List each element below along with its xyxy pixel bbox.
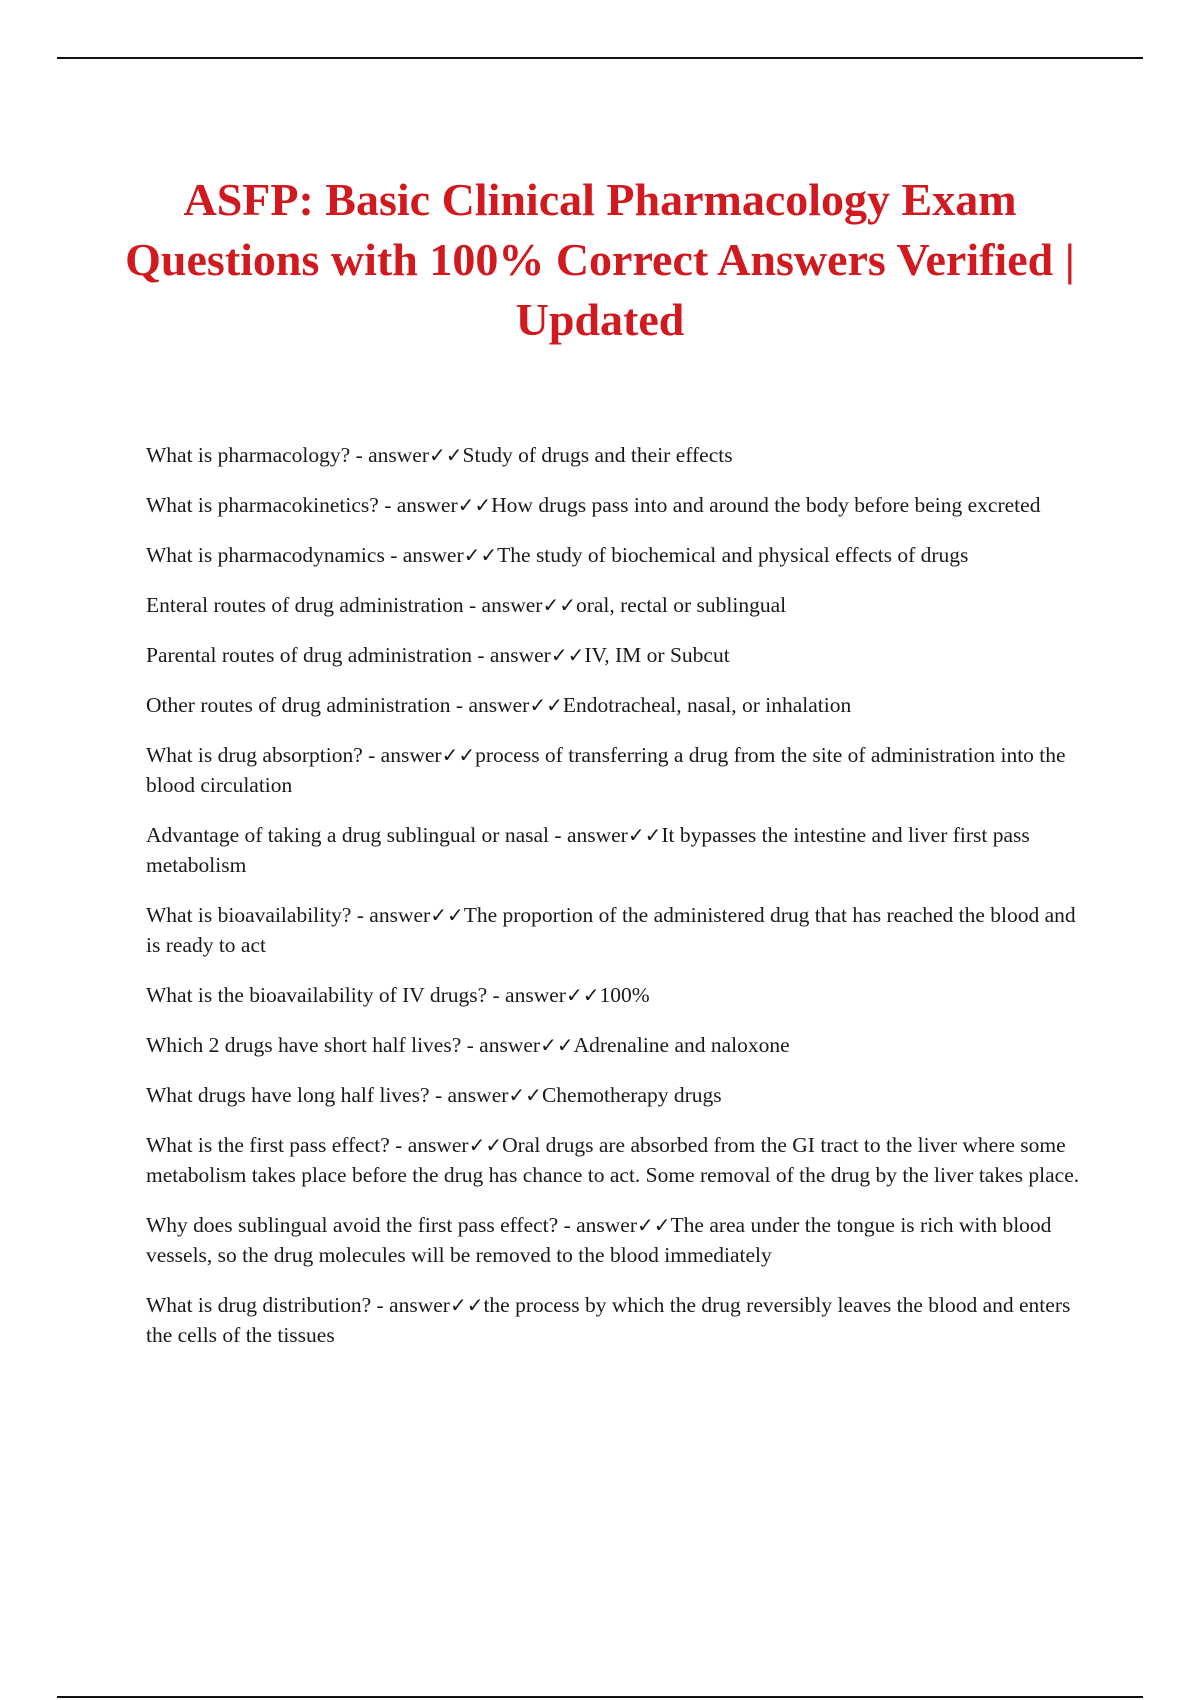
- answer: The proportion of the administered drug that has reached the blood and is ready to act: [146, 903, 1076, 957]
- qa-item: [146, 820, 1086, 880]
- qa-list: [146, 440, 1086, 1370]
- question: Enteral routes of drug administration: [146, 593, 464, 617]
- answer: Chemotherapy drugs: [541, 1083, 722, 1107]
- question: What is bioavailability?: [146, 903, 352, 927]
- qa-item: [146, 640, 1086, 670]
- qa-item: [146, 740, 1086, 800]
- double-check-icon: ✓✓: [542, 593, 576, 617]
- answer: Adrenaline and naloxone: [573, 1033, 790, 1057]
- qa-item: [146, 1080, 1086, 1110]
- answer: How drugs pass into and around the body before being excreted: [491, 493, 1041, 517]
- answer-separator: - answer: [487, 983, 566, 1007]
- double-check-icon: ✓✓: [627, 823, 662, 847]
- qa-item: [146, 980, 1086, 1010]
- answer-separator: - answer: [350, 443, 429, 467]
- answer: oral, rectal or sublingual: [575, 593, 787, 617]
- question: What drugs have long half lives?: [146, 1083, 430, 1107]
- answer: The area under the tongue is rich with blood vessels, so the drug molecules will be removed to the blood immediately: [146, 1213, 1052, 1267]
- double-check-icon: ✓✓: [540, 1033, 574, 1057]
- question: Which 2 drugs have short half lives?: [146, 1033, 462, 1057]
- qa-item: [146, 490, 1086, 520]
- answer: IV, IM or Subcut: [584, 643, 730, 667]
- qa-item: [146, 1290, 1086, 1350]
- double-check-icon: ✓✓: [550, 643, 585, 667]
- double-check-icon: ✓✓: [565, 983, 600, 1007]
- question: What is drug absorption?: [146, 743, 363, 767]
- double-check-icon: ✓✓: [441, 743, 476, 767]
- answer-separator: - answer: [362, 743, 442, 767]
- answer-separator: - answer: [351, 903, 431, 927]
- answer-separator: - answer: [389, 1133, 469, 1157]
- qa-item: [146, 1030, 1086, 1060]
- answer: the process by which the drug reversibly leaves the blood and enters the cells of the tissues: [146, 1293, 1071, 1347]
- double-check-icon: ✓✓: [430, 903, 464, 927]
- answer-separator: - answer: [472, 643, 551, 667]
- double-check-icon: ✓✓: [529, 693, 563, 717]
- answer-separator: - answer: [549, 823, 628, 847]
- question: Parental routes of drug administration: [146, 643, 473, 667]
- qa-item: [146, 1130, 1086, 1190]
- qa-item: [146, 690, 1086, 720]
- question: Other routes of drug administration: [146, 693, 451, 717]
- qa-item: [146, 1210, 1086, 1270]
- answer: Study of drugs and their effects: [462, 443, 733, 467]
- double-check-icon: ✓✓: [637, 1213, 671, 1237]
- double-check-icon: ✓✓: [457, 493, 492, 517]
- answer-separator: - answer: [450, 693, 530, 717]
- answer: Endotracheal, nasal, or inhalation: [562, 693, 852, 717]
- question: What is pharmacology?: [146, 443, 351, 467]
- qa-item: [146, 900, 1086, 960]
- double-check-icon: ✓✓: [463, 543, 498, 567]
- question: What is pharmacokinetics?: [146, 493, 379, 517]
- double-check-icon: ✓✓: [508, 1083, 542, 1107]
- bottom-rule: [57, 1696, 1143, 1698]
- answer: The study of biochemical and physical effects of drugs: [497, 543, 969, 567]
- double-check-icon: ✓✓: [468, 1133, 503, 1157]
- answer-separator: - answer: [371, 1293, 450, 1317]
- question: Advantage of taking a drug sublingual or nasal: [146, 823, 550, 847]
- answer: 100%: [599, 983, 650, 1007]
- question: Why does sublingual avoid the first pass effect?: [146, 1213, 559, 1237]
- question: What is pharmacodynamics: [146, 543, 385, 567]
- answer: Oral drugs are absorbed from the GI tract to the liver where some metabolism takes place before the drug has chance to act. Some removal of the drug by the liver takes place.: [146, 1133, 1080, 1187]
- question: What is the first pass effect?: [146, 1133, 390, 1157]
- double-check-icon: ✓✓: [449, 1293, 484, 1317]
- answer-separator: - answer: [463, 593, 543, 617]
- answer-separator: - answer: [461, 1033, 541, 1057]
- question: What is drug distribution?: [146, 1293, 372, 1317]
- answer: process of transferring a drug from the site of administration into the blood circulation: [146, 743, 1066, 797]
- qa-item: [146, 440, 1086, 470]
- page-title: ASFP: Basic Clinical Pharmacology Exam Questions with 100% Correct Answers Verified | Updated: [125, 174, 1075, 345]
- qa-item: [146, 540, 1086, 570]
- answer-separator: - answer: [558, 1213, 637, 1237]
- answer-separator: - answer: [384, 543, 464, 567]
- question: What is the bioavailability of IV drugs?: [146, 983, 488, 1007]
- answer: It bypasses the intestine and liver first pass metabolism: [146, 823, 1030, 877]
- answer-separator: - answer: [429, 1083, 509, 1107]
- answer-separator: - answer: [378, 493, 458, 517]
- top-rule: [57, 57, 1143, 59]
- double-check-icon: ✓✓: [429, 443, 463, 467]
- qa-item: [146, 590, 1086, 620]
